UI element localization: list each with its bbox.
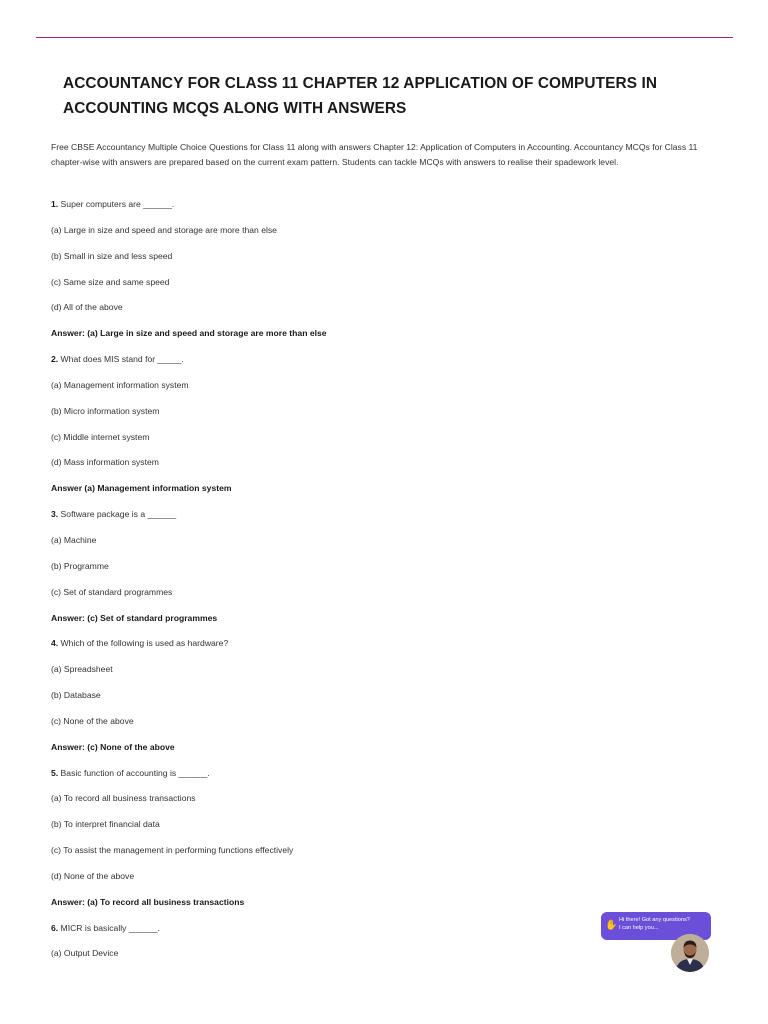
person-avatar-icon — [671, 934, 709, 972]
option-text: (d) None of the above — [51, 870, 135, 881]
mcq-list — [51, 197, 611, 972]
question-number: 4. — [51, 638, 59, 649]
option-text: (a) Output Device — [51, 948, 119, 959]
question-number: 5. — [51, 767, 59, 778]
answer-text: Answer: (a) Large in size and speed and storage are more than else — [51, 328, 327, 339]
option-text: (b) Micro information system — [51, 405, 160, 416]
question-body: Software package is a ______ — [58, 509, 177, 520]
page-title: ACCOUNTANCY FOR CLASS 11 CHAPTER 12 APPLICATION OF COMPUTERS IN ACCOUNTING MCQS ALONG WITH ANSWERS — [63, 75, 658, 117]
chat-agent-avatar[interactable] — [671, 934, 709, 972]
option-text: (c) To assist the management in performing functions effectively — [51, 845, 294, 856]
option-text: (d) All of the above — [51, 302, 123, 313]
question-text — [51, 766, 611, 792]
option-text: (c) Middle internet system — [51, 431, 150, 442]
option-text: (c) Same size and same speed — [51, 276, 170, 287]
question-body: Which of the following is used as hardware? — [58, 638, 229, 649]
option-text: (a) To record all business transactions — [51, 793, 196, 804]
question-number: 1. — [51, 199, 59, 209]
option-text: (a) Spreadsheet — [51, 664, 113, 675]
question-number: 3. — [51, 509, 59, 520]
question-number: 2. — [51, 354, 59, 365]
header-divider — [36, 37, 733, 38]
option-text: (c) None of the above — [51, 715, 134, 726]
option-text: (c) Set of standard programmes — [51, 586, 173, 597]
chat-prompt-line-1: Hi there! Got any questions? — [619, 917, 690, 923]
question-body: Basic function of accounting is ______. — [58, 767, 210, 778]
option-text: (b) Programme — [51, 560, 109, 571]
option-text: (b) Database — [51, 690, 101, 701]
option-text: (b) To interpret financial data — [51, 819, 160, 830]
question-text — [51, 507, 611, 533]
option-text: (a) Machine — [51, 534, 97, 545]
question-text — [51, 352, 611, 378]
chat-prompt-line-2: I can help you... — [619, 925, 659, 931]
option-text: (a) Management information system — [51, 379, 189, 390]
option-text: (a) Large in size and speed and storage are more than else — [51, 224, 277, 235]
question-body: Super computers are ______. — [58, 199, 175, 209]
waving-hand-icon: ✋ — [605, 920, 618, 931]
answer-text: Answer (a) Management information system — [51, 483, 232, 494]
answer-text: Answer: (c) Set of standard programmes — [51, 612, 218, 623]
answer-text: Answer: (c) None of the above — [51, 741, 175, 752]
question-number: 6. — [51, 922, 59, 933]
intro-paragraph: Free CBSE Accountancy Multiple Choice Questions for Class 11 along with answers Chapter 12: Application of Computers in Accounting. Accountancy MCQs for Class 11 chapter-wise with answers are prepared based on the current exam pattern. Students can tackle MCQs with answers to realise their spadework level. — [51, 142, 698, 167]
option-text: (d) Mass information system — [51, 457, 159, 468]
question-body: MICR is basically ______. — [58, 922, 160, 933]
answer-text: Answer: (a) To record all business transactions — [51, 896, 245, 907]
question-text — [51, 921, 611, 947]
question-text — [51, 197, 611, 223]
question-text — [51, 636, 611, 662]
question-body: What does MIS stand for _____. — [58, 354, 184, 365]
option-text: (b) Small in size and less speed — [51, 250, 173, 261]
